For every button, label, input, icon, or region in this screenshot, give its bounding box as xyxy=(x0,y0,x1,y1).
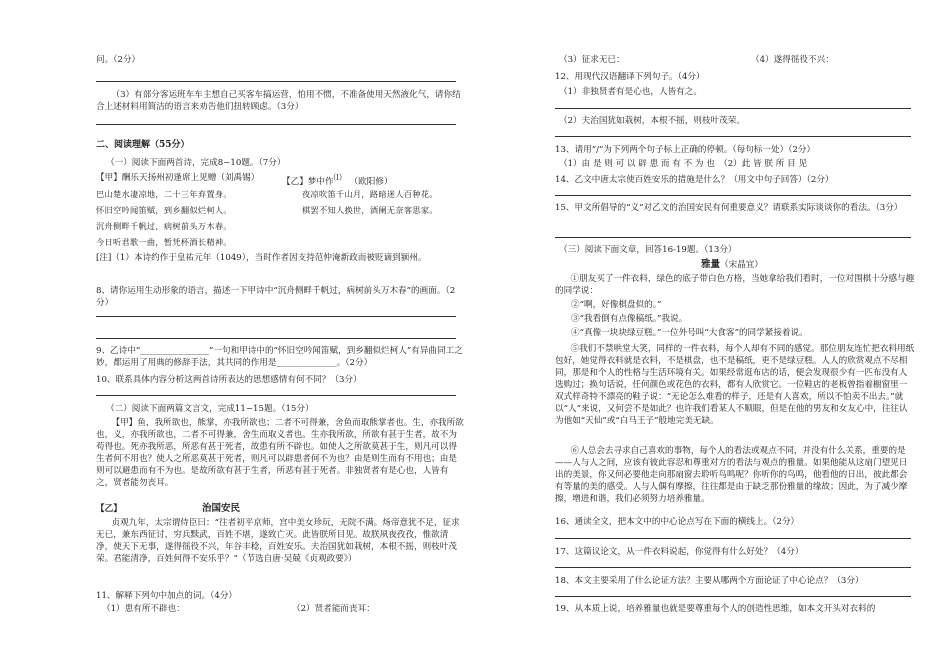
poem-a-title: 【甲】酬乐天扬州初逢席上见赠（刘禹锡） xyxy=(96,173,260,183)
poem-b-title-text: 【乙】梦中作 xyxy=(282,176,334,187)
essay-author: （宋晶宜） xyxy=(720,260,763,270)
classical-text-b: 贞观九年，太宗谓侍臣曰：“往者初平京师，宫中美女珍玩，无院不满。炀帝意犹不足，征求无已，兼东西征讨，穷兵黩武，百姓不堪，遂致亡灭。此皆朕所目见。故朕夙夜孜孜，惟欲清净，使天下无事，遂得徭役不兴，年谷丰稔，百姓安乐。夫治国犹如栽树，本根不摇，则枝叶茂荣。君能清净，百姓何得不安乐乎？”（节选自唐·吴兢《贞观政要》） xyxy=(96,518,460,564)
text-b-title: 治国安民 xyxy=(202,503,241,514)
question-11-item-1: （1）患有所不辟也： xyxy=(102,604,185,614)
question-14: 14、乙文中唐太宗使百姓安乐的措施是什么？（用文中句子回答）（2分） xyxy=(555,175,834,185)
question-10: 10、联系具体内容分析这两首诗所表达的思想感情有何不同？（3分） xyxy=(96,375,362,385)
answer-line xyxy=(555,136,911,137)
question-13-items: （1）由 是 则 可 以 辟 患 而 有 不 为 也 （2）此 皆 朕 所 目 见 xyxy=(559,159,807,169)
answer-line xyxy=(96,338,456,339)
essay-paragraph-1: ①朋友买了一件衣料，绿色的底子带白色方格，当她拿给我们看时，一位对围棋十分感与趣的同学说： xyxy=(555,274,915,296)
poem-a-line: 今日听君歌一曲，暂凭杯酒长精神。 xyxy=(96,237,232,247)
essay-paragraph-6: ⑥人总会去寻求自己喜欢的事物，每个人的看法或观点不同，并没有什么关系，重要的是——人与人之间，应该有彼此容忍和尊重对方的看法与观点的雅量。如果他能从这扇门望见日出的美景，你又何必要他走向那扇窗去聆听鸟鸣呢？你听你的鸟鸣，他看他的日出，彼此都会有等量的美的感受。人与人偶有摩擦，往往都是由于缺乏那份雅量的缘故；因此，为了减少摩擦，增进和谐，我们必须努力培养雅量。 xyxy=(555,446,908,504)
answer-line xyxy=(555,567,911,568)
poem-b-line: 夜凉吹笛千山月，路暗迷人百种花。 xyxy=(302,189,438,199)
poem-b-author: （欧阳修） xyxy=(349,176,393,187)
answer-line xyxy=(555,538,911,539)
poem-b-line: 棋罢不知人换世，酒阑无奈客思家。 xyxy=(302,205,438,215)
essay-title xyxy=(701,259,763,271)
answer-line xyxy=(96,395,456,396)
question-11: 11、解释下列句中加点的词。（4分） xyxy=(96,591,238,601)
poem-a-line: 怀旧空吟闻笛赋，到乡翻似烂柯人。 xyxy=(96,205,232,215)
answer-line xyxy=(555,237,911,238)
poem-b-note-mark: ⑴ xyxy=(333,173,342,182)
essay-paragraph-3: ③“我看倒有点像稿纸。”我说。 xyxy=(571,314,688,324)
essay-paragraph-5: ⑤我们不禁哄堂大笑，同样的一件衣料，每个人却有不同的感觉。那位朋友连忙把衣料用纸包好，她觉得衣料就是衣料，不是棋盘，也不是稿纸，更不是绿豆糕。人人的欣赏观点不尽相同，那是和个人的性格与生活环境有关。如果经常逛布店的话，便会发现很少有一匹布没有人选购过；换句话说，任何颜色或花色的衣料，都有人欣赏它。一位鞋店的老板曾指着橱窗里一双式样奇特不漂亮的鞋子说：“无论怎么难看的样子，还是有人喜欢，所以不怕卖不出去。”就以“人”来说，又何尝不是如此？也许我们看某人不顺眼，但是在他的男友和女友心中，往往认为他如“天仙”或“白马王子”般地完美无缺。 xyxy=(555,344,915,426)
question-9: 9、乙诗中“________________”一句和甲诗中的“怀旧空吟闻笛赋，到乡翻似烂柯人”有异曲同工之妙，都运用了用典的修辞手法，其共同的作用是______________。（2分） xyxy=(96,346,463,368)
poem-b-title xyxy=(282,172,393,188)
question-11-item-3: （3）征求无已： xyxy=(559,55,625,65)
question-8: 8、请你运用生动形象的语言，描述一下甲诗中“沉舟侧畔千帆过，病树前头万木春”的画面。（2分） xyxy=(96,286,456,308)
essay-title-text: 雅量 xyxy=(701,259,721,270)
question-17: 17、这篇议论文，从一件衣料说起，你觉得有什么好处？（4分） xyxy=(555,547,804,557)
question-tail: 问。（2分） xyxy=(96,55,141,65)
part-2-instruction: （二）阅读下面两篇文言文，完成11~15题。（15分） xyxy=(106,404,314,414)
answer-line xyxy=(96,81,456,82)
essay-paragraph-2: ②“啊，好像棋盘似的。” xyxy=(571,300,662,310)
question-13: 13、请用“/”为下列两个句子标上正确的停顿。（每句标一处）（2分） xyxy=(555,145,816,155)
poem-note: [注]（1）本诗约作于皇祐元年（1049），当时作者因支持范仲淹新政而被贬谪到颍州。 xyxy=(96,253,427,263)
answer-line xyxy=(96,316,456,317)
classical-text-a: 【甲】鱼，我所欲也，熊掌，亦我所欲也；二者不可得兼，舍鱼而取熊掌者也。生，亦我所欲也，义，亦我所欲也，二者不可得兼，舍生而取义者也。生亦我所欲，所欲有甚于生者，故不为苟得也。死亦我所恶，所恶有甚于死者，故患有所不辟也。如使人之所欲莫甚于生，则凡可以得生者何不用也？使人之所恶莫甚于死者，则凡可以辟患者何不为也？由是则生而有不用也；由是则可以避患而有不为也。是故所欲有甚于生者，所恶有甚于死者。非独贤者有是心也，人皆有之，贤者能勿丧耳。 xyxy=(96,418,464,488)
text-b-label: 【乙】 xyxy=(96,504,122,514)
question-12-item-2: （2）夫治国犹如栽树，本根不摇，则枝叶茂荣。 xyxy=(559,116,745,126)
answer-line xyxy=(555,108,911,109)
question-12: 12、用现代汉语翻译下列句子。（4分） xyxy=(555,72,705,82)
answer-line xyxy=(555,596,911,597)
part-1-instruction: （一）阅读下面两首诗，完成8~10题。（7分） xyxy=(106,158,286,168)
poem-a-line: 巴山楚水凄凉地，二十三年弃置身。 xyxy=(96,189,232,199)
question-18: 18、本文主要采用了什么论证方法？主要从哪两个方面论证了中心论点？（3分） xyxy=(555,576,864,586)
question-11-item-4: （4）遂得徭役不兴： xyxy=(751,55,834,65)
part-3-instruction: （三）阅读下面文章，回答16-19题。（13分） xyxy=(559,245,737,255)
question-19: 19、从本质上说，培养雅量也就是要尊重每个人的创造性思维，如本文开头对衣料的 xyxy=(555,604,876,614)
question-12-item-1: （1）非独贤者有是心也，人皆有之。 xyxy=(559,87,702,97)
essay-paragraph-4: ④“真像一块块绿豆糕。”一位外号叫“大食客”的同学紧接着说。 xyxy=(571,328,808,338)
question-16: 16、通读全文，把本文中的中心论点写在下面的横线上。（2分） xyxy=(555,517,800,527)
question-11-item-2: （2）贤者能而丧耳： xyxy=(292,604,375,614)
question-3: （3）有部分客运班车车主想自己买客车搞运营，怕用不惯，不准备使用天然液化气，请你结合上述材料用简洁的语言来劝告他们扭转顾虑。（3分） xyxy=(96,90,461,112)
answer-line xyxy=(96,124,456,125)
section-2-heading: 二、阅读理解（55分） xyxy=(96,140,190,150)
poem-a-line: 沉舟侧畔千帆过，病树前头万木春。 xyxy=(96,221,232,231)
question-15: 15、甲文所倡导的“义”对乙文的治国安民有何重要意义？请联系实际谈谈你的看法。（3分） xyxy=(555,203,903,213)
answer-line xyxy=(555,195,911,196)
